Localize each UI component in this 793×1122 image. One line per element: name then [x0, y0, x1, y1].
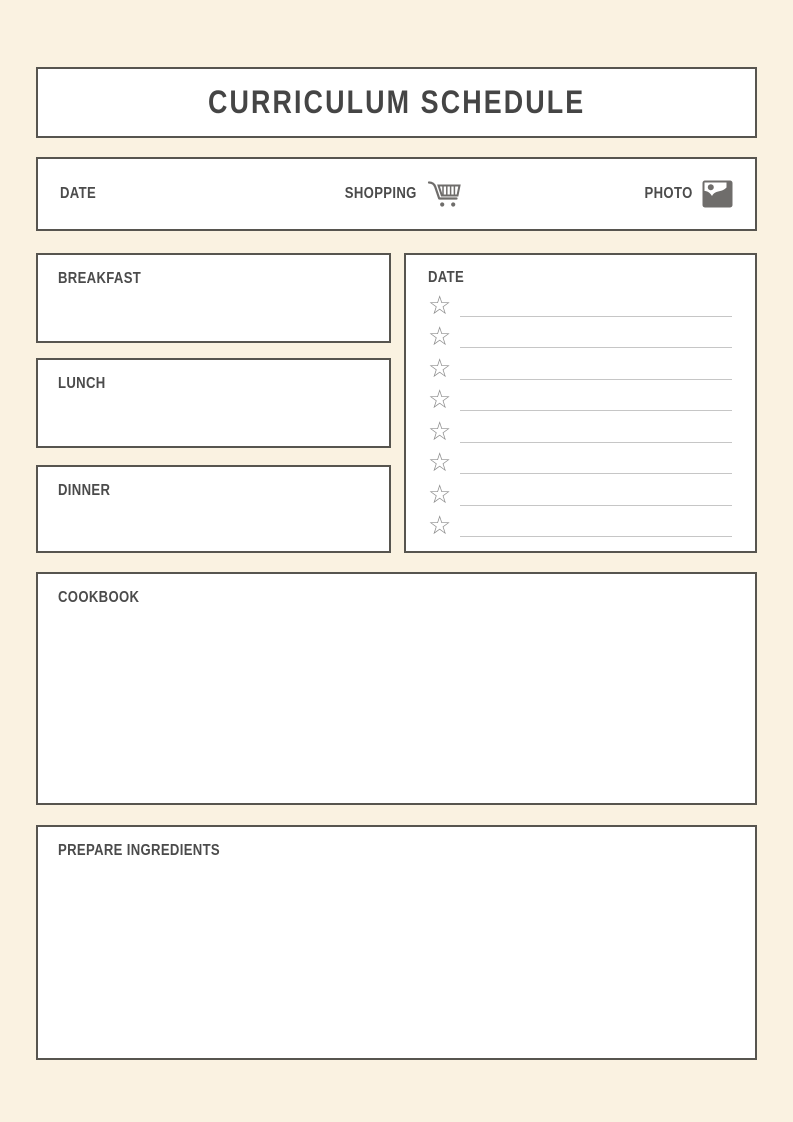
prepare-ingredients-section [36, 825, 757, 1060]
checklist-row [428, 322, 733, 354]
page-title: CURRICULUM SCHEDULE [207, 84, 586, 120]
shopping-field-group [329, 178, 464, 210]
lunch-write-area[interactable] [40, 400, 387, 444]
dinner-write-area[interactable] [40, 507, 387, 549]
breakfast-label: BREAKFAST [58, 270, 142, 287]
checklist-row [428, 448, 733, 480]
checklist-date-label: DATE [428, 269, 465, 286]
breakfast-write-area[interactable] [40, 295, 387, 339]
star-outline-icon[interactable]: ☆ [428, 511, 452, 542]
star-outline-icon[interactable]: ☆ [428, 448, 452, 479]
checklist-row [428, 353, 733, 385]
shopping-label: SHOPPING [344, 185, 417, 202]
checklist-row [428, 511, 733, 543]
date-checklist-section [404, 253, 757, 553]
star-outline-icon[interactable]: ☆ [428, 479, 452, 510]
cookbook-label: COOKBOOK [58, 589, 140, 606]
checklist-write-in-line[interactable] [460, 536, 732, 537]
checklist-row [428, 479, 733, 511]
checklist-rows [428, 290, 733, 542]
checklist-write-in-line[interactable] [460, 473, 732, 474]
checklist-write-in-line[interactable] [460, 316, 732, 317]
lunch-label: LUNCH [58, 375, 106, 392]
checklist-row [428, 385, 733, 417]
breakfast-section [36, 253, 391, 343]
star-outline-icon[interactable]: ☆ [428, 385, 452, 416]
cookbook-write-area[interactable] [40, 618, 753, 801]
star-outline-icon[interactable]: ☆ [428, 290, 452, 321]
checklist-row [428, 416, 733, 448]
date-label: DATE [60, 185, 97, 202]
info-bar [36, 157, 757, 231]
checklist-write-in-line[interactable] [460, 347, 732, 348]
checklist-write-in-line[interactable] [460, 442, 732, 443]
lunch-section [36, 358, 391, 448]
star-outline-icon[interactable]: ☆ [428, 353, 452, 384]
checklist-write-in-line[interactable] [460, 410, 732, 411]
photo-field-group [634, 180, 733, 208]
prepare-ingredients-label: PREPARE INGREDIENTS [58, 842, 221, 859]
checklist-row [428, 290, 733, 322]
title-box [36, 67, 757, 138]
photo-label: PHOTO [644, 185, 693, 202]
star-outline-icon[interactable]: ☆ [428, 416, 452, 447]
dinner-section [36, 465, 391, 553]
cookbook-section [36, 572, 757, 805]
prepare-ingredients-write-area[interactable] [40, 871, 753, 1056]
photo-image-icon [702, 180, 733, 208]
checklist-write-in-line[interactable] [460, 379, 732, 380]
checklist-write-in-line[interactable] [460, 505, 732, 506]
shopping-cart-icon [426, 178, 464, 210]
dinner-label: DINNER [58, 482, 111, 499]
date-field-group [60, 185, 104, 203]
star-outline-icon[interactable]: ☆ [428, 322, 452, 353]
